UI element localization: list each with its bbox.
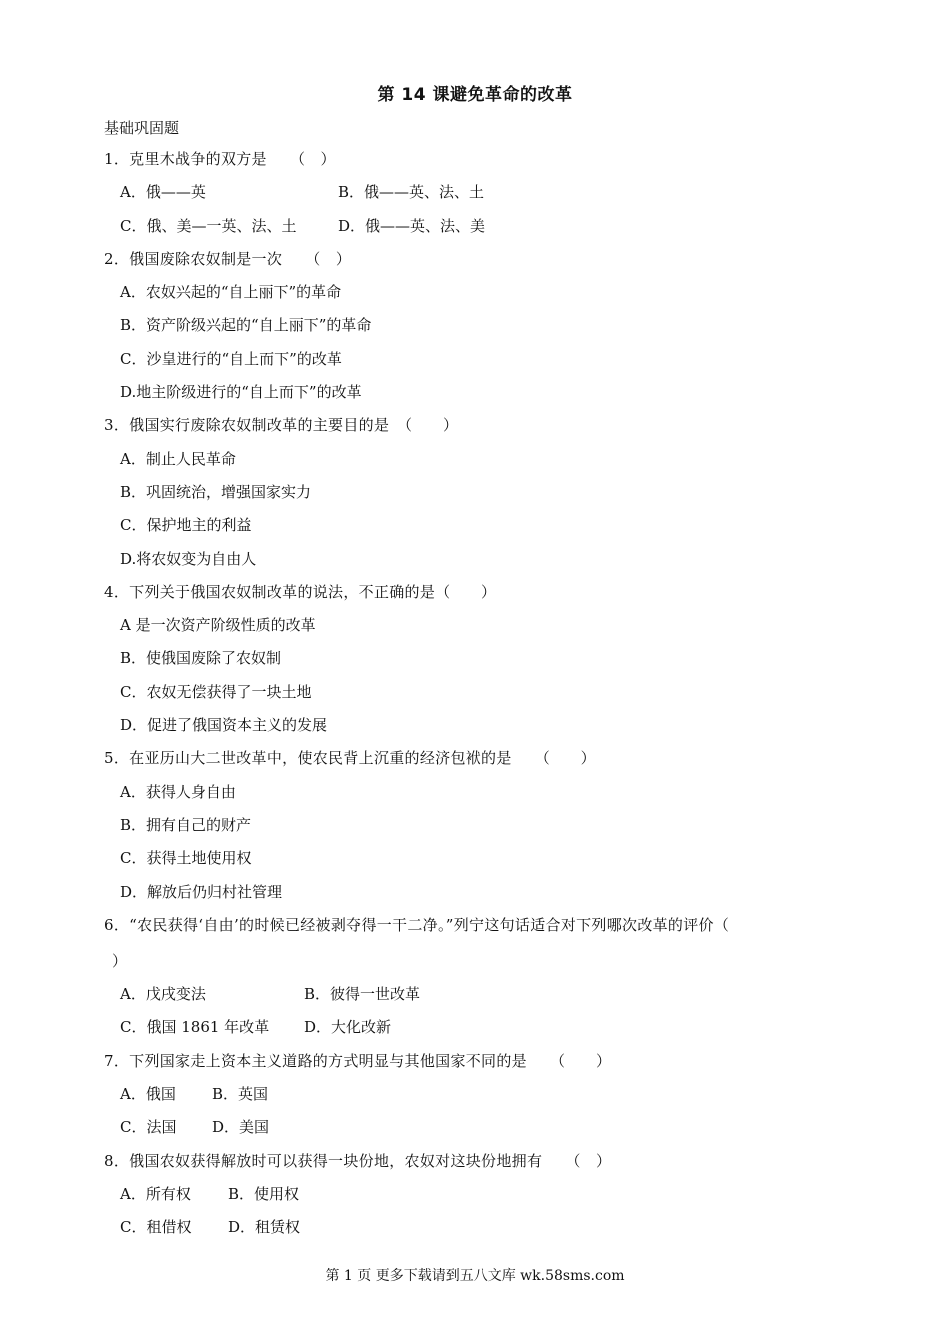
- question-4: [104, 578, 884, 611]
- option-a: A．俄——英: [120, 183, 206, 202]
- option-c: C．法国: [120, 1118, 177, 1137]
- option-row: [104, 1213, 884, 1246]
- option-a: A 是一次资产阶级性质的改革: [120, 616, 316, 635]
- question-stem-continuation: ）: [112, 952, 128, 971]
- option-b: B．彼得一世改革: [304, 985, 421, 1004]
- option-c: C．沙皇进行的“自上而下”的改革: [120, 349, 342, 368]
- option-b: B．使用权: [228, 1184, 300, 1203]
- option-c: C．保护地主的利益: [120, 516, 252, 535]
- option-row: [104, 1180, 884, 1213]
- option-a: A．农奴兴起的“自上丽下”的革命: [120, 283, 342, 302]
- question-stem: 6．“农民获得‘自由’的时候已经被剥夺得一干二净。”列宁这句话适合对下列哪次改革的评价（: [104, 915, 730, 934]
- question-1: [104, 145, 884, 178]
- question-stem: 7．下列国家走上资本主义道路的方式明显与其他国家不同的是 （ ）: [104, 1051, 612, 1070]
- question-stem: 2．俄国废除农奴制是一次 （ ）: [104, 249, 352, 268]
- option-c: C．租借权: [120, 1218, 192, 1237]
- page-footer: 第 1 页 更多下载请到五八文库 wk.58sms.com: [325, 1268, 625, 1284]
- option-row: [104, 1080, 884, 1113]
- question-stem: 4．下列关于俄国农奴制改革的说法，不正确的是（ ）: [104, 582, 497, 601]
- option-a: A．所有权: [120, 1184, 191, 1203]
- option-b: B．使俄国废除了农奴制: [120, 649, 282, 668]
- option-d: D．大化改新: [304, 1018, 392, 1037]
- option-d: D．解放后仍归村社管理: [120, 882, 283, 901]
- question-list: [104, 145, 884, 1247]
- option-row: [104, 1113, 884, 1146]
- question-stem: 5．在亚历山大二世改革中，使农民背上沉重的经济包袱的是 （ ）: [104, 749, 596, 768]
- option-a: A．获得人身自由: [120, 782, 236, 801]
- option-a: A．制止人民革命: [120, 449, 236, 468]
- question-stem: 8．俄国农奴获得解放时可以获得一块份地，农奴对这块份地拥有 （ ）: [104, 1151, 612, 1170]
- option-d: D.将农奴变为自由人: [120, 549, 257, 568]
- section-heading: 基础巩固题: [104, 119, 180, 137]
- option-b: B．巩固统治，增强国家实力: [120, 482, 312, 501]
- option-c: C．农奴无偿获得了一块土地: [120, 682, 312, 701]
- option-c: C．俄、美—一英、法、土: [120, 216, 297, 235]
- question-5: [104, 744, 884, 777]
- option-b: B．俄——英、法、土: [338, 183, 485, 202]
- option-b: B．拥有自己的财产: [120, 815, 252, 834]
- option-d: D．美国: [212, 1118, 270, 1137]
- option-a: A．戊戌变法: [120, 985, 206, 1004]
- option-b: B．英国: [212, 1085, 269, 1104]
- question-3: [104, 411, 884, 444]
- option-c: C．获得土地使用权: [120, 849, 252, 868]
- option-row: [104, 178, 884, 211]
- question-6: [104, 911, 884, 944]
- question-stem: 3．俄国实行废除农奴制改革的主要目的是 （ ）: [104, 416, 459, 435]
- option-row: [104, 1013, 884, 1046]
- option-d: D．俄——英、法、美: [338, 216, 486, 235]
- option-d: D．租赁权: [228, 1218, 301, 1237]
- option-b: B．资产阶级兴起的“自上丽下”的革命: [120, 316, 372, 335]
- question-2: [104, 245, 884, 278]
- document-title: 第 14 课避免革命的改革: [377, 85, 573, 105]
- question-8: [104, 1147, 884, 1180]
- option-a: A．俄国: [120, 1085, 176, 1104]
- option-row: [104, 980, 884, 1013]
- option-d: D．促进了俄国资本主义的发展: [120, 716, 328, 735]
- option-c: C．俄国 1861 年改革: [120, 1018, 270, 1037]
- question-stem: 1．克里木战争的双方是 （ ）: [104, 150, 336, 168]
- option-d: D.地主阶级进行的“自上而下”的改革: [120, 383, 362, 402]
- question-7: [104, 1047, 884, 1080]
- option-row: [104, 212, 884, 245]
